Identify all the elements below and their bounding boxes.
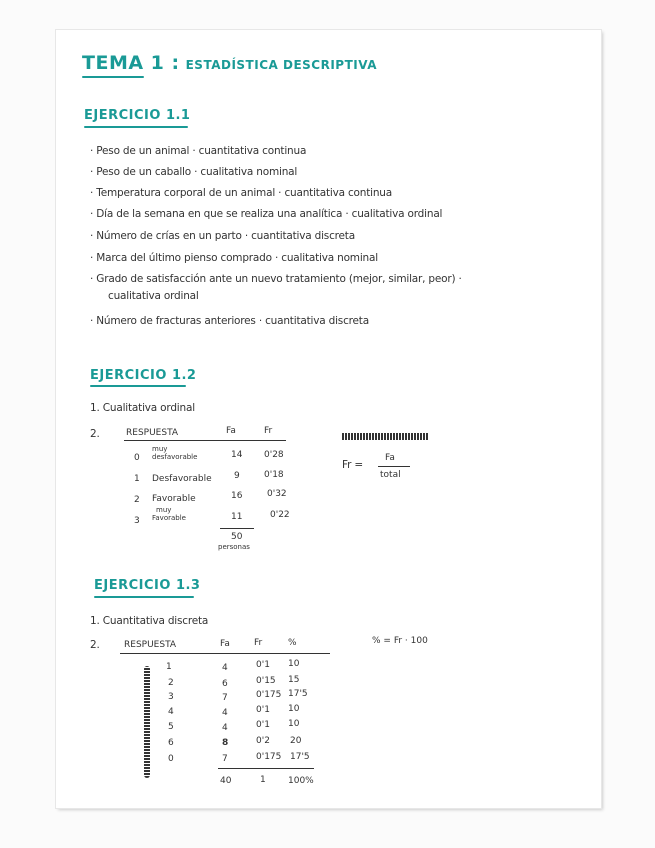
ex13-row4-resp: 4 [168, 707, 174, 717]
title-main: TEMA 1 : [82, 52, 180, 74]
ex11-item-1: · Peso de un animal · cuantitativa continua [90, 145, 307, 157]
ex13-row5-fa: 4 [222, 723, 228, 733]
ex11-item-4: · Día de la semana en que se realiza una analítica · cualitativa ordinal [90, 208, 443, 220]
crossed-out-column [144, 666, 150, 778]
ex12-row1-resp-a: muy [152, 445, 168, 453]
ex12-row1-fa: 14 [231, 450, 243, 460]
ex12-formula-lhs: Fr = [342, 459, 363, 471]
ex13-total-fr: 1 [260, 775, 266, 785]
ex13-formula: % = Fr · 100 [372, 636, 428, 646]
ex11-item-7: · Grado de satisfacción ante un nuevo tratamiento (mejor, similar, peor) · [90, 273, 462, 285]
ex13-total-fa: 40 [220, 776, 232, 786]
ex12-total: 50 [231, 532, 243, 542]
ex12-header-fr: Fr [264, 426, 273, 436]
ex12-formula-num: Fa [385, 453, 395, 463]
ex12-row1-code: 0 [134, 453, 140, 463]
page-title [82, 52, 377, 74]
title-sub: ESTADÍSTICA DESCRIPTIVA [185, 58, 377, 72]
ex11-item-5: · Número de crías en un parto · cuantitativa discreta [90, 230, 355, 242]
ex13-row5-fr: 0'1 [256, 720, 270, 730]
ex13-row2-resp: 2 [168, 678, 174, 688]
ex13-row1-fr: 0'1 [256, 660, 270, 670]
ex13-total-rule [218, 768, 314, 769]
ex12-heading: EJERCICIO 1.2 [90, 368, 197, 383]
ex13-row3-fa: 7 [222, 693, 228, 703]
ex12-header-respuesta: RESPUESTA [126, 428, 179, 438]
ex12-row3-fr: 0'32 [267, 489, 287, 499]
ex12-row4-code: 3 [134, 516, 140, 526]
ex13-row7-fr: 0'175 [256, 752, 282, 762]
ex13-row4-fr: 0'1 [256, 705, 270, 715]
ex12-row4-resp-b: Favorable [152, 514, 186, 522]
ex13-header-pct: % [288, 638, 297, 648]
ex12-heading-underline [90, 385, 186, 387]
ex13-row6-resp: 6 [168, 738, 174, 748]
ex12-formula-fraction-bar [378, 466, 410, 467]
ex13-header-rule [120, 653, 330, 654]
ex12-row4-fa: 11 [231, 512, 243, 522]
title-underline [82, 76, 144, 78]
ex12-row2-resp: Desfavorable [152, 474, 212, 484]
ex12-header-fa: Fa [226, 426, 236, 436]
notebook-page [56, 30, 601, 808]
ex12-row1-resp-b: desfavorable [152, 453, 198, 461]
ex13-row6-pct: 20 [290, 736, 302, 746]
ex11-heading-underline [84, 126, 188, 128]
ex12-total-unit: personas [218, 543, 250, 551]
ex12-total-rule [220, 528, 254, 529]
ex13-row5-pct: 10 [288, 719, 300, 729]
crossed-out-text [342, 433, 428, 440]
ex13-row2-fr: 0'15 [256, 676, 276, 686]
ex13-header-fa: Fa [220, 639, 230, 649]
ex12-row2-fr: 0'18 [264, 470, 284, 480]
ex11-item-2: · Peso de un caballo · cualitativa nominal [90, 166, 298, 178]
ex12-row3-fa: 16 [231, 491, 243, 501]
ex13-row4-fa: 4 [222, 708, 228, 718]
ex13-line1: 1. Cuantitativa discreta [90, 615, 209, 627]
ex13-row3-pct: 17'5 [288, 689, 308, 699]
ex12-num2: 2. [90, 428, 100, 440]
ex12-row3-resp: Favorable [152, 494, 196, 504]
ex13-row1-fa: 4 [222, 663, 228, 673]
ex13-row7-fa: 7 [222, 754, 228, 764]
ex11-item-3: · Temperatura corporal de un animal · cuantitativa continua [90, 187, 393, 199]
ex13-row5-resp: 5 [168, 722, 174, 732]
ex13-row4-pct: 10 [288, 704, 300, 714]
ex13-num2: 2. [90, 639, 100, 651]
ex13-row7-pct: 17'5 [290, 752, 310, 762]
ex12-row1-fr: 0'28 [264, 450, 284, 460]
ex12-row3-code: 2 [134, 495, 140, 505]
ex11-item-8: · Número de fracturas anteriores · cuantitativa discreta [90, 315, 369, 327]
ex13-row6-fa: 8 [222, 738, 229, 748]
ex13-heading-underline [94, 596, 194, 598]
ex12-row2-fa: 9 [234, 471, 240, 481]
ex12-formula-den: total [380, 470, 401, 480]
ex13-row7-resp: 0 [168, 754, 174, 764]
ex13-row6-fr: 0'2 [256, 736, 270, 746]
ex13-total-pct: 100% [288, 776, 314, 786]
ex13-row2-fa: 6 [222, 679, 228, 689]
ex13-heading: EJERCICIO 1.3 [94, 578, 201, 593]
ex12-header-rule [124, 440, 286, 441]
ex13-header-fr: Fr [254, 638, 263, 648]
ex11-heading: EJERCICIO 1.1 [84, 108, 191, 123]
ex12-line1: 1. Cualitativa ordinal [90, 402, 195, 414]
ex13-header-respuesta: RESPUESTA [124, 640, 177, 650]
ex12-row4-resp-a: muy [156, 506, 172, 514]
ex13-row1-pct: 10 [288, 659, 300, 669]
ex13-row3-fr: 0'175 [256, 690, 282, 700]
ex12-row4-fr: 0'22 [270, 510, 290, 520]
ex11-item-6: · Marca del último pienso comprado · cualitativa nominal [90, 252, 378, 264]
ex13-row1-resp: 1 [166, 662, 172, 672]
ex12-row2-code: 1 [134, 474, 140, 484]
ex13-row2-pct: 15 [288, 675, 300, 685]
ex11-item-7-cont: cualitativa ordinal [108, 290, 199, 302]
ex13-row3-resp: 3 [168, 692, 174, 702]
